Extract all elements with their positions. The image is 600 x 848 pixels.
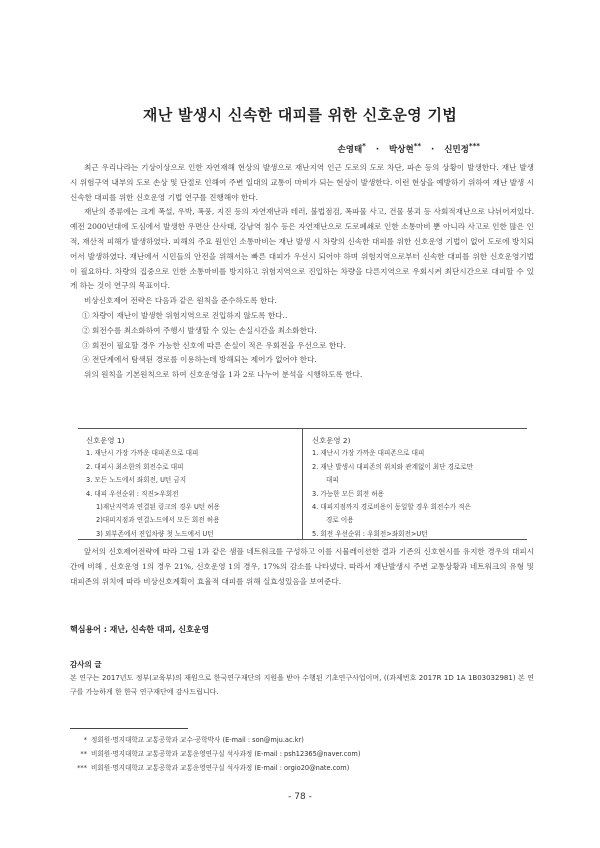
principle-item: ① 차량이 재난이 발생한 위험지역으로 진입하지 않도록 한다..: [82, 310, 288, 320]
body-section-intro: [70, 161, 534, 383]
column-heading: 신호운영 1): [86, 436, 125, 445]
author-name: 손영태: [337, 144, 363, 155]
signal-operation-2-column: [312, 434, 473, 541]
author-list: [0, 141, 600, 155]
signal-operation-1-column: [86, 434, 220, 541]
rule-item: 2. 재난 발생시 대피존의 위치와 관계없이 최단 경로로만: [312, 462, 474, 471]
rule-item-continued: 대피: [326, 476, 339, 485]
principle-item: ③ 회전이 필요할 경우 가능한 신호에 따른 손실이 적은 우회전을 우선으로 한다.: [82, 340, 346, 350]
rule-item: 1. 재난시 가장 가까운 대피존으로 대피: [86, 449, 199, 458]
paragraph: 앞서의 신호제어전략에 따라 그림 1과 같은 샘플 네트워크를 구성하고 이를 시뮬레이션한 결과 기존의 신호현시를 유지한 경우의 대피시간에 비해 , 신호운영 1의 경우 21%, 신호운영 1의 경우, 17%의 감소를 나타냈다. 따라서 재난발생시 주변 교통상황과 네트워크의 유형 및 대피존의 위치에 따라 비상신호계획이 효율적 대피를 위해 실효성있음을 보여준다.: [70, 547, 534, 586]
rule-item: 1. 재난시 가장 가까운 대피존으로 대피: [312, 449, 425, 458]
footnote-mark: ***: [77, 764, 87, 772]
affiliation-mark: **: [413, 141, 422, 150]
rule-item: 4. 대피지점까지 경로비용이 동일할 경우 회전수가 적은: [312, 503, 471, 512]
footnote-text: 비회원·명지대학교 교통공학과 교통운영연구실 석사과정 (E-mail : orgio20@nate.com): [91, 764, 350, 772]
body-section-result: [70, 545, 534, 589]
rule-subitem: 3) 외부존에서 진입차량 첫 노드에서 U턴: [96, 529, 214, 538]
affiliation-mark: ***: [468, 141, 480, 150]
column-divider: [302, 429, 303, 539]
rule-subitem: 2)대피지점과 연결노드에서 모든 회전 허용: [96, 516, 220, 525]
footnote: [70, 748, 360, 758]
affiliation-mark: *: [362, 141, 366, 150]
footnote-text: 비회원·명지대학교 교통공학과 교통운영연구실 석사과정 (E-mail : psh12365@naver.com): [91, 750, 361, 758]
paragraph: 비상신호제어 전략은 다음과 같은 원칙을 준수하도록 한다.: [84, 296, 277, 306]
author-separator: ·: [431, 144, 435, 155]
principle-item: ④ 전단계에서 탐색된 경로를 이용하는데 방해되는 제어가 없어야 한다.: [82, 355, 317, 365]
rule-item: 4. 대피 우선순위 : 직진>우회전: [86, 489, 179, 498]
rule-item: 3. 모든 노드에서 좌회전, U턴 금지: [86, 476, 187, 485]
author-name: 신민정: [444, 144, 469, 155]
footnote: [70, 762, 349, 772]
paragraph: 재난의 종류에는 크게 폭설, 우박, 폭풍, 지진 등의 자연재난과 테러, 불법점검, 폭파물 사고, 건물 붕괴 등 사회적재난으로 나뉘어져있다. 예전 2000년대에 도심에서 발생한 우면산 산사태, 강남역 침수 등은 자연재난으로 도로폐쇄로 인한 소통마비 뿐 아니라 사고로 인한 많은 인적, 재산적 피해가 발생하였다. 피해의 주요 원인인 소통마비는 재난 발생 시 차량의 신속한 대피를 위한 신호운영 기법이 없어 도로에 방치되어서 발생하였다. 재난에서 시민들의 안전을 위해서는 빠른 대피가 우선시 되어야 하며 위험지역으로부터 신속한 대피를 위한 신호운영기법이 필요하다. 차량의 집중으로 인한 소통마비를 방지하고 위험지역으로 진입하는 차량을 다른지역으로 우회시켜 최단시간으로 대피할 수 있게 하는 것이 연구의 목표이다.: [70, 207, 534, 291]
rule-item: 3. 가능한 모든 회전 허용: [312, 489, 385, 498]
rule-subitem: 1)재난지역과 연결된 링크의 경우 U턴 허용: [96, 503, 220, 512]
footnote-mark: **: [80, 750, 87, 758]
paragraph: 최근 우리나라는 기상이상으로 인한 자연재해 현상의 발생으로 재난지역 인근 도로의 도로 차단, 파손 등의 상황이 발생한다. 재난 발생 시 위험구역 내부의 도로 손상 및 단절로 인해여 주변 일대의 교통이 마비가 되는 현상이 발생한다. 이런 현상을 예방하기 위하여 재난 발생 시 신속한 대피를 위한 신호운영 기법 연구를 진행해야 한다.: [70, 163, 534, 202]
paragraph: 위의 원칙을 기본원칙으로 하여 신호운영을 1과 2로 나누어 분석을 시행하도록 한다.: [84, 370, 363, 380]
column-heading: 신호운영 2): [312, 436, 351, 445]
rule-item: 2. 대피시 최소한의 회전수로 대피: [86, 462, 184, 471]
acknowledgement-body: 본 연구는 2017년도 정부(교육부)의 재원으로 한국연구재단의 지원을 받아 수행된 기초연구사업이며, ((과제번호 2017R 1D 1A 1B03032981) 본 연구를 가능하게 한 한국 연구재단에 감사드립니다.: [70, 674, 534, 697]
footnote-divider: [70, 728, 188, 729]
acknowledgement-title: 감사의 글: [70, 660, 102, 669]
rule-item-continued: 경로 이용: [326, 516, 354, 525]
paper-title: 재난 발생시 신속한 대피를 위한 신호운영 기법: [142, 106, 458, 124]
keywords: 핵심용어 : 재난, 신속한 대피, 신호운영: [70, 625, 210, 634]
footnote-mark: *: [83, 736, 87, 744]
author-name: 박상현: [389, 144, 414, 155]
author-separator: ·: [375, 144, 380, 155]
footnote: [70, 734, 304, 744]
signal-operation-table: [78, 428, 527, 540]
rule-item: 5. 회전 우선순위 : 우회전>좌회전>U턴: [312, 529, 428, 538]
page-number: - 78 -: [288, 792, 312, 802]
footnote-text: 정회원·명지대학교 교통공학과 교수·공학박사 (E-mail : son@mju.ac.kr): [91, 736, 304, 744]
principle-item: ② 회전수를 최소화하여 주행시 발생할 수 있는 손실시간을 최소화한다.: [82, 325, 317, 335]
